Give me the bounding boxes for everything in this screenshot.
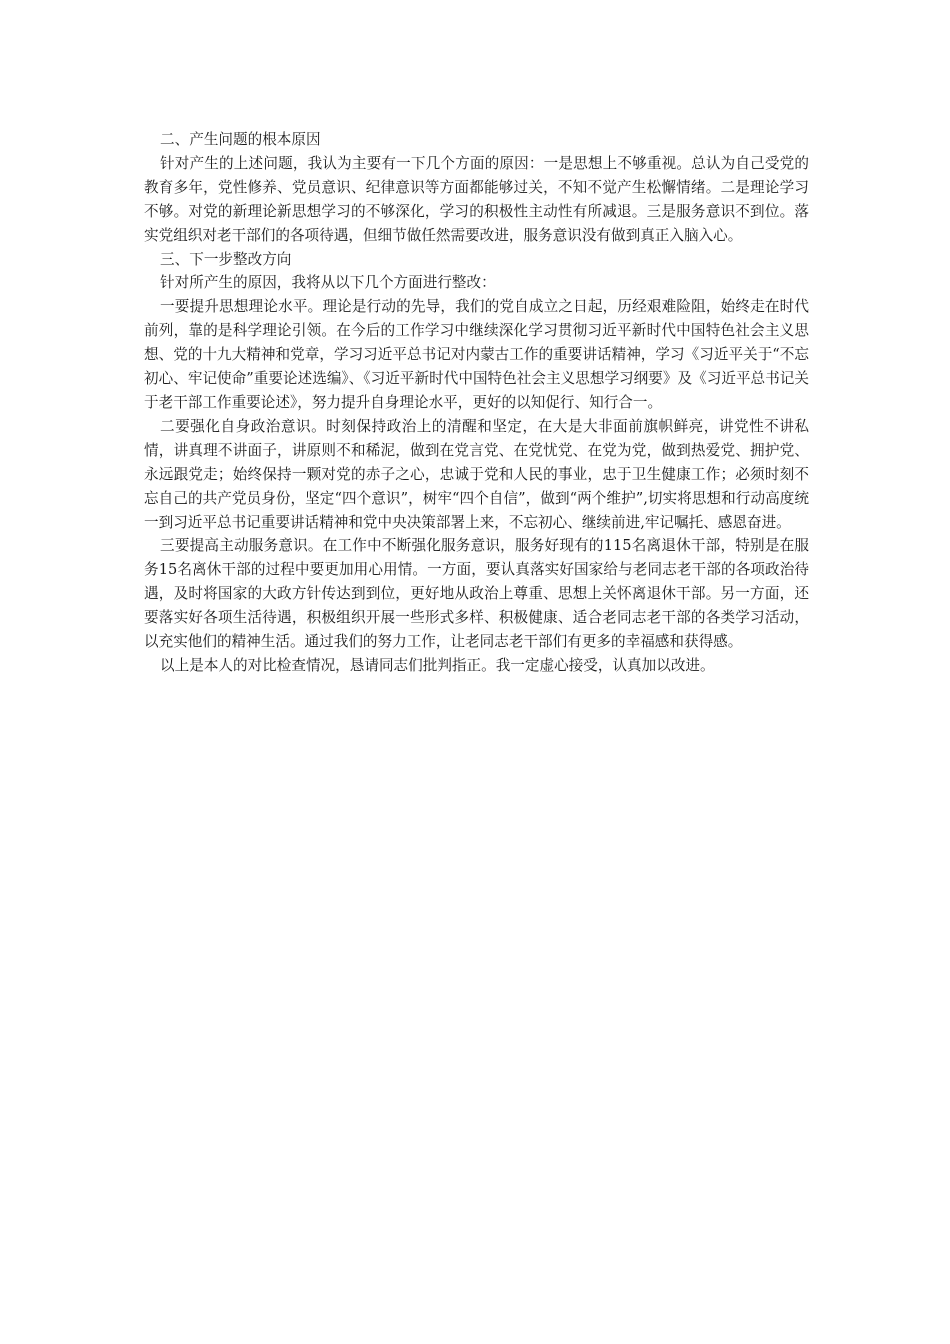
paragraph-theory-level: 一要提升思想理论水平。理论是行动的先导，我们的党自成立之日起，历经艰难险阻，始终走在时代前列，靠的是科学理论引领。在今后的工作学习中继续深化学习贯彻习近平新时代中国特色社会主义思想、党的十九大精神和党章，学习习近平总书记对内蒙古工作的重要讲话精神，学习《习近平关于“不忘初心、牢记使命”重要论述选编》、《习近平新时代中国特色社会主义思想学习纲要》及《习近平总书记关于老干部工作重要论述》，努力提升自身理论水平，更好的以知促行、知行合一。 <box>144 298 809 411</box>
section-heading-root-causes: 二、产生问题的根本原因 <box>160 131 321 148</box>
paragraph-political-awareness: 二要强化自身政治意识。时刻保持政治上的清醒和坚定，在大是大非面前旗帜鲜亮，讲党性不讲私情，讲真理不讲面子，讲原则不和稀泥，做到在党言党、在党忧党、在党为党，做到热爱党、拥护党、永远跟党走；始终保持一颗对党的赤子之心，忠诚于党和人民的事业，忠于卫生健康工作；必须时刻不忘自己的共产党员身份，坚定“四个意识”，树牢“四个自信”，做到“两个维护”,切实将思想和行动高度统一到习近平总书记重要讲话精神和党中央决策部署上来，不忘初心、继续前进,牢记嘱托、感恩奋进。 <box>144 417 809 531</box>
paragraph-service-awareness: 三要提高主动服务意识。在工作中不断强化服务意识，服务好现有的115名离退休干部，特别是在服务15名离休干部的过程中要更加用心用情。一方面，要认真落实好国家给与老同志老干部的各项政治待遇，及时将国家的大政方针传达到到位，更好地从政治上尊重、思想上关怀离退休干部。另一方面，还要落实好各项生活待遇，积极组织开展一些形式多样、积极健康、适合老同志老干部的各类学习活动，以充实他们的精神生活。通过我们的努力工作，让老同志老干部们有更多的幸福感和获得感。 <box>144 537 809 651</box>
paragraph-rectification-intro: 针对所产生的原因，我将从以下几个方面进行整改： <box>160 274 496 292</box>
section-heading-rectification: 三、下一步整改方向 <box>160 250 292 268</box>
paragraph-closing: 以上是本人的对比检查情况，恳请同志们批判指正。我一定虚心接受，认真加以改进。 <box>160 656 715 674</box>
paragraph-causes: 针对产生的上述问题，我认为主要有一下几个方面的原因：一是思想上不够重视。总认为自己受党的教育多年，党性修养、党员意识、纪律意识等方面都能够过关，不知不觉产生松懈情绪。二是理论学习不够。对党的新理论新思想学习的不够深化，学习的积极性主动性有所减退。三是服务意识不到位。落实党组织对老干部们的各项待遇，但细节做任然需要改进，服务意识没有做到真正入脑入心。 <box>144 154 809 244</box>
document-body <box>144 128 809 678</box>
